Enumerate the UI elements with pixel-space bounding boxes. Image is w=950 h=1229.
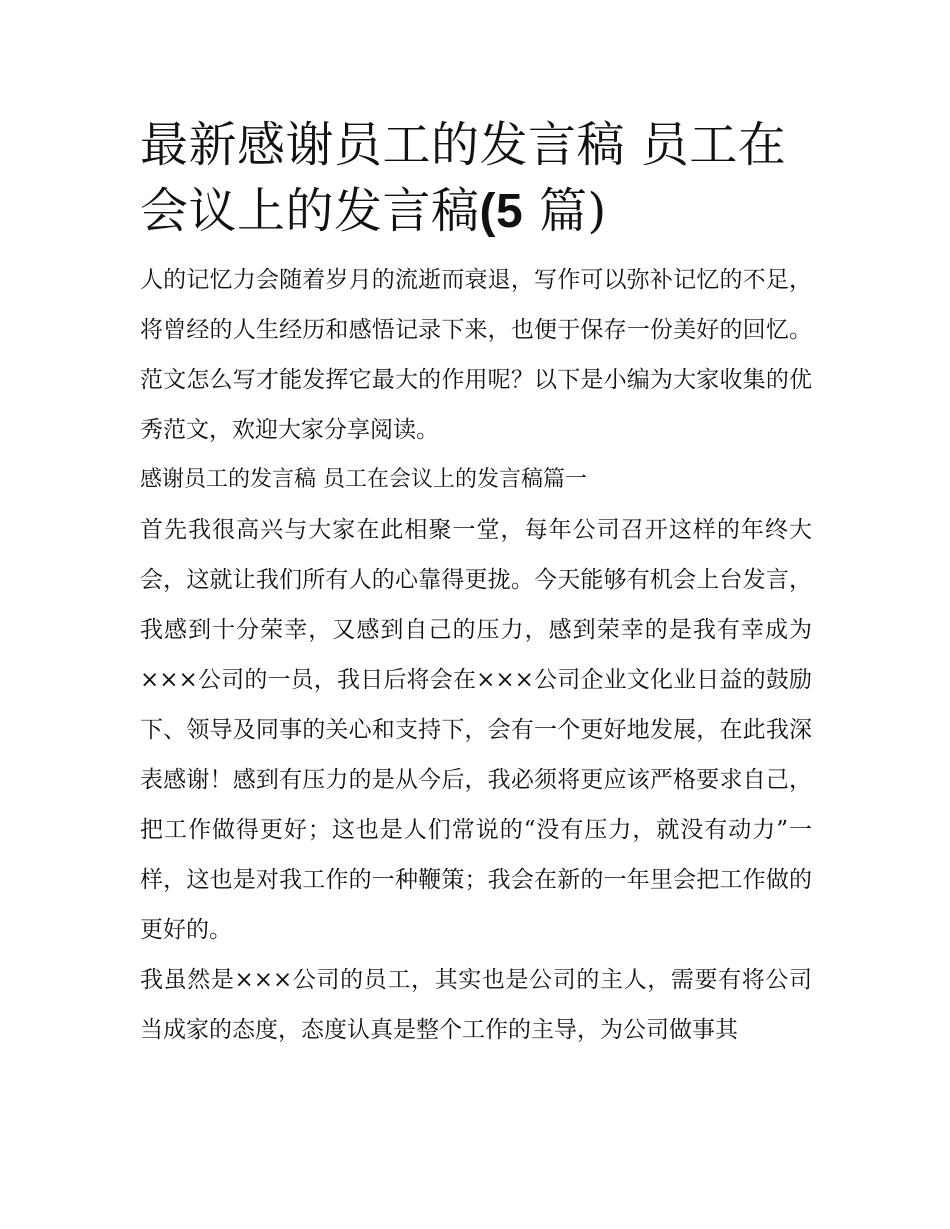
title-count: (5 <box>479 185 524 238</box>
title-suffix: 篇) <box>523 183 607 239</box>
section-heading: 感谢员工的发言稿 员工在会议上的发言稿篇一 <box>140 467 587 492</box>
body-paragraph-1: 首先我很高兴与大家在此相聚一堂，每年公司召开这样的年终大会，这就让我们所有人的心靠得更拢。今天能够有机会上台发言，我感到十分荣幸，又感到自己的压力，感到荣幸的是我有幸成为×××公司的一员，我日后将会在×××公司企业文化业日益的鼓励下、领导及同事的关心和支持下，会有一个更好地发展，在此我深表感谢！感到有压力的是从今后，我必须将更应该严格要求自己，把工作做得更好；这也是人们常说的“没有压力，就没有动力”一样，这也是对我工作的一种鞭策；我会在新的一年里会把工作做的更好的。 <box>140 517 812 943</box>
document-title <box>140 112 812 245</box>
title-text: 最新感谢员工的发言稿 员工在会议上的发言稿 <box>140 117 787 239</box>
document-page <box>140 112 812 1055</box>
intro-paragraph: 人的记忆力会随着岁月的流逝而衰退，写作可以弥补记忆的不足，将曾经的人生经历和感悟记录下来，也便于保存一份美好的回忆。范文怎么写才能发挥它最大的作用呢？以下是小编为大家收集的优秀范文，欢迎大家分享阅读。 <box>140 267 812 443</box>
body-paragraph-2: 我虽然是×××公司的员工，其实也是公司的主人，需要有将公司当成家的态度，态度认真是整个工作的主导，为公司做事其 <box>140 967 812 1043</box>
